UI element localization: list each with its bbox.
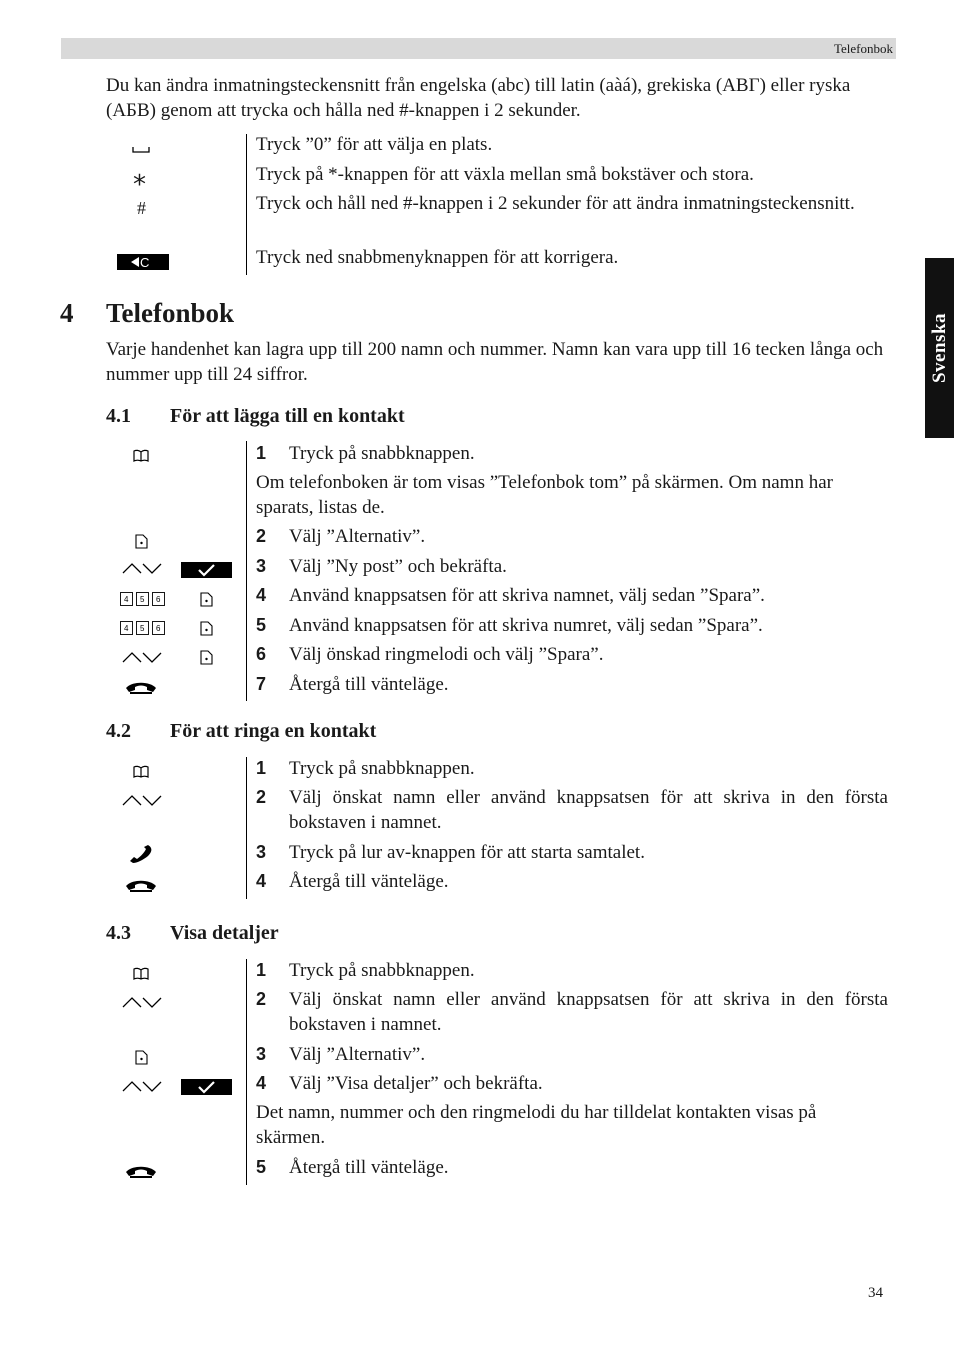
intro-row-star: Tryck på *-knappen för att växla mellan små bokstäver och stora.: [256, 164, 754, 185]
column-divider: [246, 757, 247, 899]
end-call-icon: [124, 1164, 158, 1178]
section-4-3-title: Visa detaljer: [170, 922, 279, 944]
s43-step-1: 1 Tryck på snabbknappen.: [256, 960, 475, 981]
column-divider: [246, 134, 247, 275]
keypad-key: 4: [124, 595, 129, 604]
star-key-icon: ⁎: [133, 162, 146, 192]
s41-step-4: 4 Använd knappsatsen för att skriva namnet, välj sedan ”Spara”.: [256, 585, 765, 606]
s41-step-3: 3 Välj ”Ny post” och bekräfta.: [256, 556, 507, 577]
section-4-title: Telefonbok: [106, 298, 235, 328]
space-key-icon: [132, 147, 150, 153]
s42-step-4: 4 Återgå till vänteläge.: [256, 871, 449, 892]
s43-step-2: 2 Välj önskat namn eller använd knappsatsen för att skriva in den första bokstaven i namnet.: [256, 989, 888, 1035]
section-4-1-title: För att lägga till en kontakt: [170, 405, 405, 427]
s43-step-3: 3 Välj ”Alternativ”.: [256, 1044, 426, 1065]
phonebook-icon: [133, 967, 149, 980]
up-down-arrow-icon: [121, 650, 163, 664]
column-divider: [246, 441, 247, 701]
s42-step-1: 1 Tryck på snabbknappen.: [256, 758, 475, 779]
softkey-icon: [200, 592, 213, 607]
softkey-icon: [135, 534, 148, 549]
s43-step-5: 5 Återgå till vänteläge.: [256, 1157, 449, 1178]
keypad-key: 4: [124, 624, 129, 633]
section-4-2-title: För att ringa en kontakt: [170, 720, 377, 742]
up-down-arrow-icon: [121, 561, 163, 575]
section-4-2-number: 4.2: [106, 720, 131, 742]
up-down-arrow-icon: [121, 793, 163, 807]
s43-step-4: 4 Välj ”Visa detaljer” och bekräfta.: [256, 1073, 543, 1094]
keypad-key: 6: [156, 624, 161, 633]
intro-row-hash: Tryck och håll ned #-knappen i 2 sekunder för att ändra inmatningsteckensnitt.: [256, 193, 855, 214]
section-4-2-heading: [106, 720, 376, 743]
call-icon: [128, 845, 154, 863]
s42-step-3: 3 Tryck på lur av-knappen för att starta samtalet.: [256, 842, 645, 863]
running-header-title: Telefonbok: [833, 41, 893, 56]
s42-step-2: 2 Välj önskat namn eller använd knappsatsen för att skriva in den första bokstaven i namnet.: [256, 787, 888, 833]
svg-text:C: C: [140, 255, 150, 270]
s41-step-6: 6 Välj önskad ringmelodi och välj ”Spara”.: [256, 644, 604, 665]
section-4-number: 4: [60, 298, 74, 328]
clear-key-icon: [117, 254, 169, 270]
keypad-key: 6: [156, 595, 161, 604]
confirm-check-icon: [181, 562, 232, 578]
section-4-1-heading: [106, 405, 405, 428]
section-4-3-number: 4.3: [106, 922, 131, 944]
s41-step-2: 2 Välj ”Alternativ”.: [256, 526, 426, 547]
phonebook-icon: [133, 765, 149, 778]
intro-row-space: Tryck ”0” för att välja en plats.: [256, 134, 493, 155]
confirm-check-icon: [181, 1079, 232, 1095]
column-divider: [246, 959, 247, 1185]
header-bar: [61, 38, 896, 59]
keypad-key: 5: [140, 624, 145, 633]
section-4-1-number: 4.1: [106, 405, 131, 427]
section-4-heading: [60, 298, 234, 329]
end-call-icon: [124, 878, 158, 892]
intro-paragraph: Du kan ändra inmatningsteckensnitt från engelska (abc) till latin (aàá), grekiska (ΑΒΓ) eller ryska (АБВ) genom att trycka och hålla ned #-knappen i 2 sekunder.: [106, 75, 851, 121]
s41-step-7: 7 Återgå till vänteläge.: [256, 674, 449, 695]
s41-note: Om telefonboken är tom visas ”Telefonbok tom” på skärmen. Om namn har sparats, listas de.: [256, 472, 833, 518]
page-number: 34: [868, 1285, 883, 1301]
softkey-icon: [200, 621, 213, 636]
section-4-3-heading: [106, 922, 279, 945]
s43-note: Det namn, nummer och den ringmelodi du har tilldelat kontakten visas på skärmen.: [256, 1102, 817, 1148]
section-4-paragraph: Varje handenhet kan lagra upp till 200 namn och nummer. Namn kan vara upp till 16 tecken långa och nummer upp till 24 siffror.: [106, 339, 884, 385]
up-down-arrow-icon: [121, 995, 163, 1009]
keypad-icon: [120, 621, 166, 635]
keypad-icon: [120, 592, 166, 606]
keypad-key: 5: [140, 595, 145, 604]
end-call-icon: [124, 680, 158, 694]
hash-key-icon: #: [137, 198, 146, 218]
softkey-icon: [200, 650, 213, 665]
phonebook-icon: [133, 449, 149, 462]
up-down-arrow-icon: [121, 1079, 163, 1093]
s41-step-5: 5 Använd knappsatsen för att skriva numret, välj sedan ”Spara”.: [256, 615, 763, 636]
language-tab: [925, 258, 954, 438]
intro-row-clear: Tryck ned snabbmenyknappen för att korrigera.: [256, 247, 619, 268]
softkey-icon: [135, 1050, 148, 1065]
language-tab-label: Svenska: [928, 312, 950, 384]
s41-step-1: 1 Tryck på snabbknappen.: [256, 443, 475, 464]
